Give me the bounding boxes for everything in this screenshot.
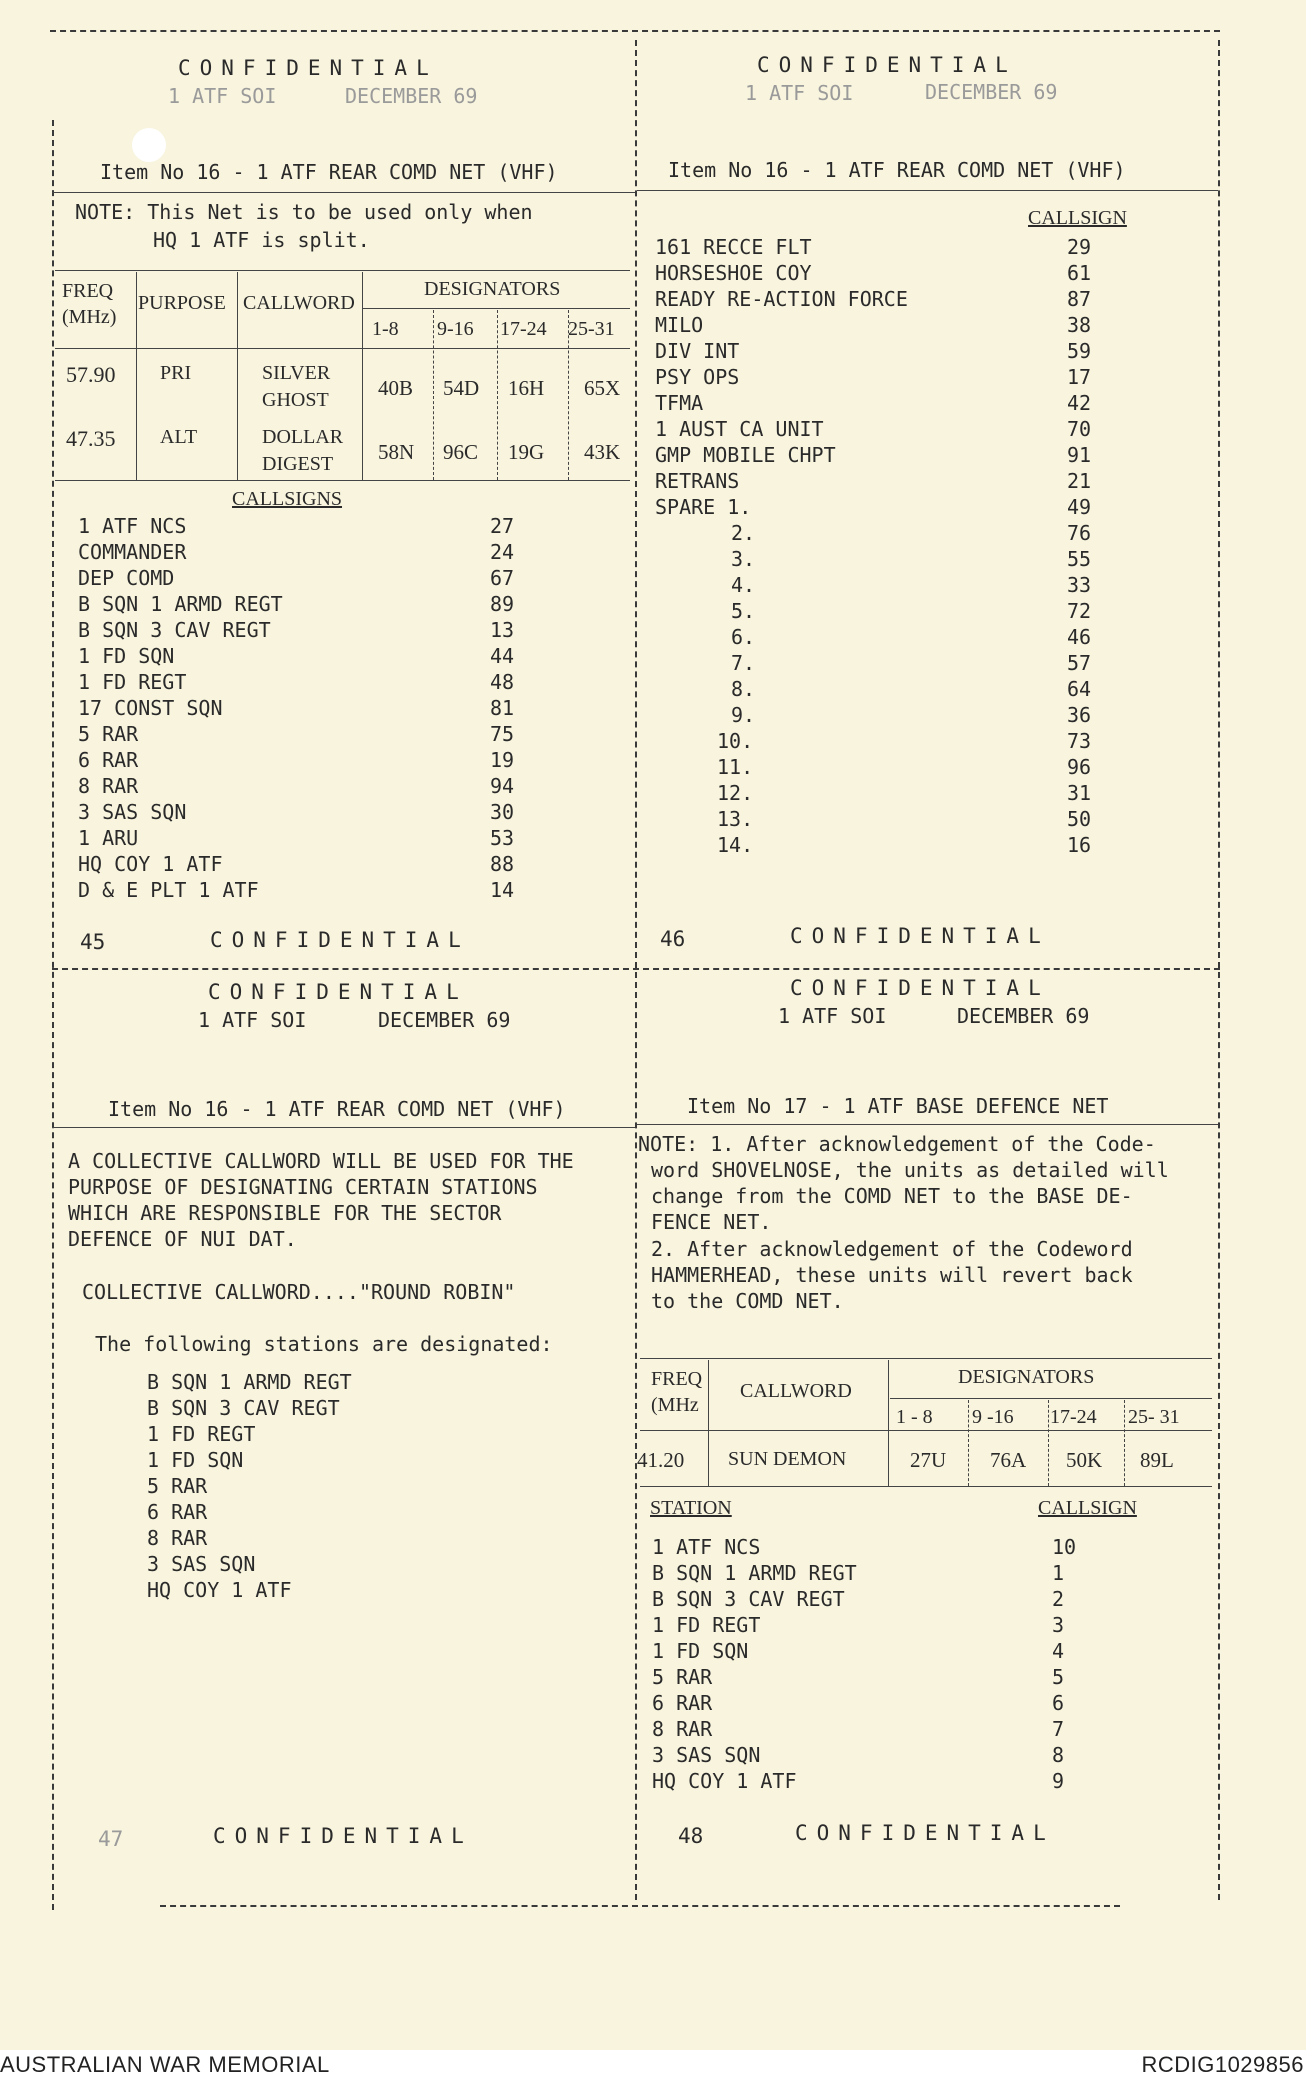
list-item <box>147 1526 447 1552</box>
q4-note-line5: 2. After acknowledgement of the Codeword <box>651 1237 1133 1261</box>
q3-footer-confidential: CONFIDENTIAL <box>213 1824 473 1848</box>
callsign-value: 70 <box>1067 417 1092 441</box>
q3-para-line2: PURPOSE OF DESIGNATING CERTAIN STATIONS <box>68 1175 538 1199</box>
list-item <box>655 495 1105 521</box>
station-name: 1 FD SQN <box>78 644 175 668</box>
station-name: HQ COY 1 ATF <box>147 1578 292 1602</box>
station-name: 6. <box>731 625 756 649</box>
list-item <box>655 755 1105 781</box>
station-name: 3 SAS SQN <box>147 1552 256 1576</box>
q1-callword-header: CALLWORD <box>243 292 355 314</box>
q3-subtitle-right: DECEMBER 69 <box>378 1008 511 1032</box>
station-name: SPARE 1. <box>655 495 752 519</box>
station-name: 12. <box>717 781 754 805</box>
center-divider <box>635 40 637 1900</box>
q4-row-d3: 50K <box>1066 1448 1103 1472</box>
callsign-value: 91 <box>1067 443 1092 467</box>
q4-row-freq: 41.20 <box>637 1448 685 1472</box>
q1-row1-freq: 57.90 <box>66 362 116 387</box>
callsign-value: 17 <box>1067 365 1092 389</box>
list-item <box>655 729 1105 755</box>
station-name: 1 FD REGT <box>652 1613 761 1637</box>
station-name: 4. <box>731 573 756 597</box>
station-name: B SQN 1 ARMD REGT <box>147 1370 352 1394</box>
q1-row2-callword1: DOLLAR <box>262 426 344 448</box>
list-item <box>655 443 1105 469</box>
q4-station-list <box>652 1535 1102 1795</box>
q4-title: Item No 17 - 1 ATF BASE DEFENCE NET <box>687 1094 1109 1118</box>
station-name: 8. <box>731 677 756 701</box>
right-border <box>1218 40 1220 1900</box>
list-item <box>652 1769 1102 1795</box>
callsign-value: 27 <box>490 514 515 538</box>
list-item <box>652 1613 1102 1639</box>
list-item <box>655 469 1105 495</box>
list-item <box>655 365 1105 391</box>
list-item <box>655 625 1105 651</box>
q4-page-number: 48 <box>678 1824 704 1848</box>
q1-range-1: 1-8 <box>372 318 399 340</box>
callsign-value: 94 <box>490 774 515 798</box>
list-item <box>655 807 1105 833</box>
q1-purpose-header: PURPOSE <box>138 292 226 314</box>
station-name: 5. <box>731 599 756 623</box>
list-item <box>652 1639 1102 1665</box>
station-name: 1 ATF NCS <box>78 514 187 538</box>
callsign-value: 48 <box>490 670 515 694</box>
list-item <box>655 313 1105 339</box>
q1-page-number: 45 <box>80 930 106 954</box>
callsign-value: 44 <box>490 644 515 668</box>
callsign-value: 3 <box>1052 1613 1065 1637</box>
list-item <box>78 774 528 800</box>
callsign-value: 67 <box>490 566 515 590</box>
callsign-value: 21 <box>1067 469 1092 493</box>
q4-range-3: 17-24 <box>1050 1406 1097 1428</box>
bottom-border <box>160 1905 1120 1907</box>
station-name: TFMA <box>655 391 704 415</box>
station-name: 5 RAR <box>147 1474 208 1498</box>
list-item <box>655 235 1105 261</box>
station-name: 8 RAR <box>147 1526 208 1550</box>
q1-note-line1: NOTE: This Net is to be used only when <box>75 200 533 224</box>
station-name: 1 FD REGT <box>78 670 187 694</box>
q4-note-line4: FENCE NET. <box>651 1210 772 1234</box>
station-name: 6 RAR <box>652 1691 713 1715</box>
station-name: HQ COY 1 ATF <box>652 1769 797 1793</box>
q1-row2-d1: 58N <box>378 440 415 464</box>
station-name: 1 FD SQN <box>147 1448 244 1472</box>
list-item <box>652 1665 1102 1691</box>
station-name: 10. <box>717 729 754 753</box>
q2-subtitle-right: DECEMBER 69 <box>925 80 1058 104</box>
list-item <box>78 748 528 774</box>
station-name: 161 RECCE FLT <box>655 235 812 259</box>
station-name: 5 RAR <box>652 1665 713 1689</box>
list-item <box>652 1587 1102 1613</box>
q1-row1-callword1: SILVER <box>262 362 331 384</box>
list-item <box>655 599 1105 625</box>
list-item <box>652 1535 1102 1561</box>
q4-subtitle-left: 1 ATF SOI <box>778 1004 887 1028</box>
callsign-value: 6 <box>1052 1691 1065 1715</box>
station-name: HORSESHOE COY <box>655 261 812 285</box>
station-name: 3 SAS SQN <box>652 1743 761 1767</box>
q1-row1-purpose: PRI <box>160 362 192 384</box>
callsign-value: 30 <box>490 800 515 824</box>
q4-callword-header: CALLWORD <box>740 1380 852 1402</box>
q4-range-2: 9 -16 <box>972 1406 1014 1428</box>
callsign-value: 88 <box>490 852 515 876</box>
q4-callsign-header: CALLSIGN <box>1038 1497 1137 1519</box>
q4-row-callword: SUN DEMON <box>728 1448 847 1470</box>
station-name: 1 FD SQN <box>652 1639 749 1663</box>
q2-page-number: 46 <box>660 927 686 951</box>
callsign-value: 81 <box>490 696 515 720</box>
callsign-value: 96 <box>1067 755 1092 779</box>
list-item <box>147 1396 447 1422</box>
station-name: 5 RAR <box>78 722 139 746</box>
q4-designators-header: DESIGNATORS <box>958 1366 1095 1388</box>
q2-subtitle-left: 1 ATF SOI <box>745 81 854 105</box>
q3-collective-callword: COLLECTIVE CALLWORD...."ROUND ROBIN" <box>82 1280 516 1304</box>
callsign-value: 72 <box>1067 599 1092 623</box>
q2-footer-confidential: CONFIDENTIAL <box>790 924 1050 948</box>
callsign-value: 76 <box>1067 521 1092 545</box>
list-item <box>655 287 1105 313</box>
callsign-value: 59 <box>1067 339 1092 363</box>
q1-subtitle-right: DECEMBER 69 <box>345 84 478 108</box>
q2-title-rule <box>637 190 1218 191</box>
q4-row-d4: 89L <box>1140 1448 1174 1472</box>
q1-row1-d3: 16H <box>508 376 545 400</box>
q4-station-header: STATION <box>650 1497 732 1519</box>
q3-confidential: CONFIDENTIAL <box>208 980 468 1004</box>
q2-confidential: CONFIDENTIAL <box>757 53 1017 77</box>
station-name: B SQN 1 ARMD REGT <box>652 1561 857 1585</box>
list-item <box>78 644 528 670</box>
list-item <box>78 514 528 540</box>
list-item <box>78 592 528 618</box>
station-name: 3. <box>731 547 756 571</box>
list-item <box>655 261 1105 287</box>
station-name: 8 RAR <box>652 1717 713 1741</box>
list-item <box>78 670 528 696</box>
list-item <box>655 703 1105 729</box>
q1-row1-d4: 65X <box>584 376 621 400</box>
q1-row2-d3: 19G <box>508 440 545 464</box>
station-name: 6 RAR <box>147 1500 208 1524</box>
q4-note-line6: HAMMERHEAD, these units will revert back <box>651 1263 1133 1287</box>
q3-title-rule <box>52 1127 635 1128</box>
station-name: DEP COMD <box>78 566 175 590</box>
q4-row-d1: 27U <box>910 1448 947 1472</box>
callsign-value: 55 <box>1067 547 1092 571</box>
list-item <box>78 696 528 722</box>
station-name: 11. <box>717 755 754 779</box>
callsign-value: 2 <box>1052 1587 1065 1611</box>
callsign-value: 73 <box>1067 729 1092 753</box>
q4-freq-header: FREQ <box>651 1368 703 1390</box>
station-name: 17 CONST SQN <box>78 696 223 720</box>
list-item <box>147 1474 447 1500</box>
station-name: 1 AUST CA UNIT <box>655 417 824 441</box>
q1-row2-purpose: ALT <box>160 426 198 448</box>
q1-title: Item No 16 - 1 ATF REAR COMD NET (VHF) <box>100 160 558 184</box>
callsign-value: 61 <box>1067 261 1092 285</box>
station-name: D & E PLT 1 ATF <box>78 878 259 902</box>
list-item <box>147 1500 447 1526</box>
list-item <box>147 1552 447 1578</box>
q1-row1-d1: 40B <box>378 376 414 400</box>
list-item <box>78 800 528 826</box>
q1-footer-confidential: CONFIDENTIAL <box>210 928 470 952</box>
list-item <box>78 826 528 852</box>
callsign-value: 36 <box>1067 703 1092 727</box>
list-item <box>655 573 1105 599</box>
callsign-value: 38 <box>1067 313 1092 337</box>
callsign-value: 14 <box>490 878 515 902</box>
q3-subtitle-left: 1 ATF SOI <box>198 1008 307 1032</box>
footer-left-label: AUSTRALIAN WAR MEMORIAL <box>0 2052 330 2077</box>
callsign-value: 31 <box>1067 781 1092 805</box>
list-item <box>655 547 1105 573</box>
list-item <box>78 722 528 748</box>
callsign-value: 8 <box>1052 1743 1065 1767</box>
callsign-value: 7 <box>1052 1717 1065 1741</box>
list-item <box>78 878 528 904</box>
q4-title-rule <box>637 1124 1218 1125</box>
middle-divider <box>52 968 1220 970</box>
station-name: 2. <box>731 521 756 545</box>
q1-row1-callword2: GHOST <box>262 389 329 411</box>
q4-range-4: 25- 31 <box>1128 1406 1180 1428</box>
list-item <box>655 651 1105 677</box>
q1-callsigns-header: CALLSIGNS <box>232 488 343 510</box>
list-item <box>652 1743 1102 1769</box>
q2-title: Item No 16 - 1 ATF REAR COMD NET (VHF) <box>668 158 1126 182</box>
callsign-value: 9 <box>1052 1769 1065 1793</box>
list-item <box>655 781 1105 807</box>
list-item <box>147 1422 447 1448</box>
q4-note-line7: to the COMD NET. <box>651 1289 844 1313</box>
q1-note-line2: HQ 1 ATF is split. <box>153 228 370 252</box>
station-name: COMMANDER <box>78 540 187 564</box>
callsign-value: 53 <box>490 826 515 850</box>
station-name: PSY OPS <box>655 365 740 389</box>
callsign-value: 75 <box>490 722 515 746</box>
list-item <box>652 1717 1102 1743</box>
callsign-value: 42 <box>1067 391 1092 415</box>
q1-title-rule <box>52 192 635 193</box>
callsign-value: 33 <box>1067 573 1092 597</box>
q4-row-d2: 76A <box>990 1448 1027 1472</box>
station-name: 1 FD REGT <box>147 1422 256 1446</box>
list-item <box>655 391 1105 417</box>
q4-range-1: 1 - 8 <box>896 1406 933 1428</box>
station-name: 1 ATF NCS <box>652 1535 761 1559</box>
q3-following-text: The following stations are designated: <box>95 1332 553 1356</box>
q1-subtitle-left: 1 ATF SOI <box>168 84 277 108</box>
callsign-value: 89 <box>490 592 515 616</box>
q4-footer-confidential: CONFIDENTIAL <box>795 1821 1055 1845</box>
q3-title: Item No 16 - 1 ATF REAR COMD NET (VHF) <box>108 1097 566 1121</box>
q4-note-line3: change from the COMD NET to the BASE DE- <box>651 1184 1133 1208</box>
callsign-value: 13 <box>490 618 515 642</box>
station-name: 6 RAR <box>78 748 139 772</box>
q1-row2-d2: 96C <box>443 440 479 464</box>
q4-confidential: CONFIDENTIAL <box>790 976 1050 1000</box>
q1-row2-d4: 43K <box>584 440 621 464</box>
q1-range-3: 17-24 <box>500 318 547 340</box>
q1-row2-freq: 47.35 <box>66 426 116 451</box>
list-item <box>652 1561 1102 1587</box>
q2-callsign-header: CALLSIGN <box>1028 207 1127 229</box>
list-item <box>147 1370 447 1396</box>
list-item <box>655 677 1105 703</box>
list-item <box>655 339 1105 365</box>
station-name: B SQN 3 CAV REGT <box>78 618 271 642</box>
list-item <box>652 1691 1102 1717</box>
callsign-value: 1 <box>1052 1561 1065 1585</box>
q4-subtitle-right: DECEMBER 69 <box>957 1004 1090 1028</box>
q1-range-2: 9-16 <box>437 318 474 340</box>
q1-row2-callword2: DIGEST <box>262 453 334 475</box>
q2-station-list <box>655 235 1105 859</box>
callsign-value: 49 <box>1067 495 1092 519</box>
station-name: RETRANS <box>655 469 740 493</box>
station-name: 3 SAS SQN <box>78 800 187 824</box>
station-name: READY RE-ACTION FORCE <box>655 287 908 311</box>
list-item <box>147 1448 447 1474</box>
q3-para-line4: DEFENCE OF NUI DAT. <box>68 1227 297 1251</box>
station-name: 8 RAR <box>78 774 139 798</box>
q1-freq-unit: (MHz) <box>62 306 117 328</box>
callsign-value: 87 <box>1067 287 1092 311</box>
list-item <box>78 566 528 592</box>
callsign-value: 16 <box>1067 833 1092 857</box>
list-item <box>655 521 1105 547</box>
station-name: 14. <box>717 833 754 857</box>
q1-row1-d2: 54D <box>443 376 480 400</box>
callsign-value: 50 <box>1067 807 1092 831</box>
q3-para-line3: WHICH ARE RESPONSIBLE FOR THE SECTOR <box>68 1201 502 1225</box>
punch-hole <box>132 128 166 162</box>
top-border <box>50 30 1220 32</box>
callsign-value: 29 <box>1067 235 1092 259</box>
footer-right-id: RCDIG1029856 <box>1141 2052 1304 2077</box>
list-item <box>78 618 528 644</box>
station-name: HQ COY 1 ATF <box>78 852 223 876</box>
list-item <box>147 1578 447 1604</box>
station-name: MILO <box>655 313 704 337</box>
q1-designators-header: DESIGNATORS <box>424 278 561 300</box>
station-name: 9. <box>731 703 756 727</box>
station-name: 13. <box>717 807 754 831</box>
q1-range-4: 25-31 <box>568 318 615 340</box>
callsign-value: 46 <box>1067 625 1092 649</box>
left-border <box>52 120 54 1910</box>
q4-freq-unit: (MHz <box>651 1394 699 1416</box>
q3-station-list <box>147 1370 447 1604</box>
callsign-value: 10 <box>1052 1535 1077 1559</box>
list-item <box>78 852 528 878</box>
station-name: DIV INT <box>655 339 740 363</box>
list-item <box>78 540 528 566</box>
callsign-value: 4 <box>1052 1639 1065 1663</box>
callsign-value: 57 <box>1067 651 1092 675</box>
callsign-value: 24 <box>490 540 515 564</box>
q1-freq-header: FREQ <box>62 280 114 302</box>
station-name: B SQN 3 CAV REGT <box>652 1587 845 1611</box>
station-name: B SQN 1 ARMD REGT <box>78 592 283 616</box>
q3-para-line1: A COLLECTIVE CALLWORD WILL BE USED FOR THE <box>68 1149 574 1173</box>
callsign-value: 5 <box>1052 1665 1065 1689</box>
station-name: 1 ARU <box>78 826 139 850</box>
q4-note-line2: word SHOVELNOSE, the units as detailed will <box>651 1158 1169 1182</box>
callsign-value: 64 <box>1067 677 1092 701</box>
list-item <box>655 833 1105 859</box>
station-name: B SQN 3 CAV REGT <box>147 1396 340 1420</box>
q3-page-number: 47 <box>98 1827 124 1851</box>
q1-callsign-list <box>78 514 528 904</box>
q4-note-line1: NOTE: 1. After acknowledgement of the Code- <box>638 1132 1156 1156</box>
q1-confidential: CONFIDENTIAL <box>178 56 438 80</box>
station-name: 7. <box>731 651 756 675</box>
list-item <box>655 417 1105 443</box>
station-name: GMP MOBILE CHPT <box>655 443 836 467</box>
callsign-value: 19 <box>490 748 515 772</box>
